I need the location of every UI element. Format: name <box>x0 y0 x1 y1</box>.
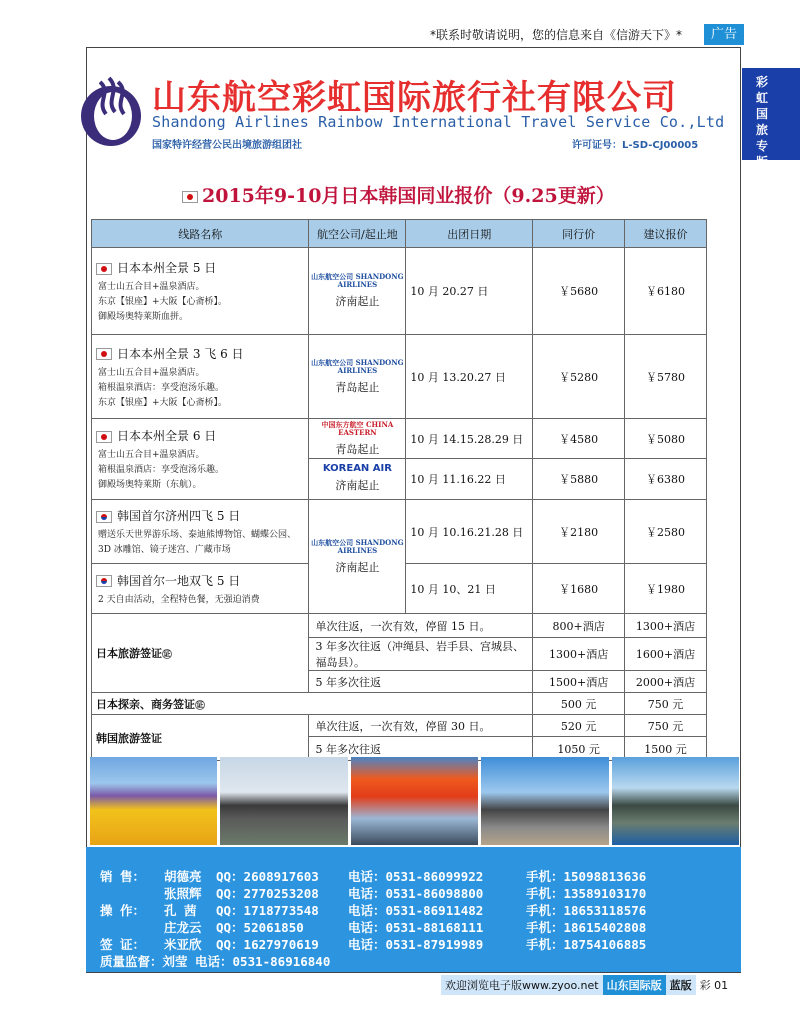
visa-desc-cell: 单次往返，一次有效，停留 30 日。 <box>309 715 533 737</box>
contact-mobile: 手机：13589103170 <box>526 886 647 901</box>
route-title: 韩国首尔一地双飞 5 日 <box>117 573 241 588</box>
date-cell: 10 月 10、21 日 <box>406 564 533 614</box>
visa-row <box>92 693 707 715</box>
side-tab-label: 彩虹国旅专版 <box>756 75 769 169</box>
flower-field-photo <box>90 757 217 845</box>
col-header-date: 出团日期 <box>406 220 533 248</box>
peer-price-cell: ￥2180 <box>533 500 625 564</box>
quality-supervision: 质量监督：刘莹 电话：0531-86916840 <box>100 954 331 969</box>
contact-mobile: 手机：15098813636 <box>526 869 647 884</box>
date-cell: 10 月 13.20.27 日 <box>406 335 533 419</box>
visa-desc-cell: 单次往返，一次有效，停留 15 日。 <box>309 614 533 638</box>
contact-role: 操 作： <box>100 903 146 918</box>
footer-page-number: 彩 01 <box>699 979 729 992</box>
suggested-price-cell: ￥1980 <box>625 564 707 614</box>
visa-row <box>92 614 707 638</box>
contact-phone: 电话：0531-87919989 <box>348 937 484 952</box>
visa-desc-cell: 5 年多次往返 <box>309 737 533 761</box>
route-desc: 御殿场奥特莱斯血拼。 <box>98 312 189 322</box>
contact-qq: QQ：2770253208 <box>216 886 319 901</box>
route-cell <box>92 419 309 500</box>
suggested-price-cell: 1600+酒店 <box>625 638 707 671</box>
mount-fuji-photo <box>351 757 478 845</box>
coastal-cliff-photo <box>612 757 739 845</box>
china-eastern-logo: 中国东方航空 CHINA EASTERN <box>321 419 394 437</box>
route-desc: 东京【银座】+大阪【心斋桥】。 <box>98 397 228 408</box>
visa-desc-cell: 3 年多次往返（冲绳县、岩手县、宫城县、福岛县）。 <box>309 638 533 671</box>
source-note: *联系时敬请说明，您的信息来自《信游天下》* <box>430 28 683 42</box>
korean-palace-photo <box>481 757 608 845</box>
peer-price-cell: ￥1680 <box>533 564 625 614</box>
route-desc: 箱根温泉酒店：享受泡汤乐趣。 <box>98 382 225 393</box>
company-subtitle: 国家特许经营公民出境旅游组团社 <box>152 140 302 151</box>
contact-phone: 电话：0531-86098800 <box>348 886 484 901</box>
contact-qq: QQ：1718773548 <box>216 903 319 918</box>
route-desc: 箱根温泉酒店：享受泡汤乐趣。 <box>98 465 225 475</box>
peer-price-cell: ￥4580 <box>533 419 625 459</box>
date-cell: 10 月 20.27 日 <box>406 248 533 335</box>
suggested-price-cell: ￥2580 <box>625 500 707 564</box>
airline-city: 济南起止 <box>335 295 380 308</box>
price-table <box>91 219 707 761</box>
contact-name: 庄龙云 <box>164 920 202 935</box>
peer-price-cell: ￥5280 <box>533 335 625 419</box>
table-row <box>92 248 707 335</box>
peer-price-cell: 1300+酒店 <box>533 638 625 671</box>
suggested-price-cell: ￥6180 <box>625 248 707 335</box>
suggested-price-cell: 2000+酒店 <box>625 671 707 693</box>
suggested-price-cell: 750 元 <box>625 693 707 715</box>
date-cell: 10 月 14.15.28.29 日 <box>406 419 533 459</box>
peer-price-cell: 1050 元 <box>533 737 625 761</box>
contact-qq: QQ：1627970619 <box>216 937 319 952</box>
suggested-price-cell: ￥5080 <box>625 419 707 459</box>
visa-type-cell <box>92 614 309 693</box>
page-footer <box>441 976 732 994</box>
korea-flag-icon <box>96 511 112 523</box>
visa-type-label: 日本旅游签证 <box>96 647 162 660</box>
airline-cell <box>309 459 406 500</box>
route-title: 日本本州全景 3 飞 6 日 <box>117 346 244 361</box>
contact-role: 销 售： <box>100 869 146 884</box>
license-number: 许可证号：L-SD-CJ00005 <box>572 140 699 151</box>
peer-price-cell: 500 元 <box>533 693 625 715</box>
contact-qq: QQ：2608917603 <box>216 869 319 884</box>
japan-flag-icon <box>182 191 198 203</box>
ad-tag: 广告 <box>704 24 744 45</box>
route-cell <box>92 500 309 564</box>
company-name-en: Shandong Airlines Rainbow International Travel Service Co.,Ltd <box>152 113 725 131</box>
visa-row <box>92 715 707 737</box>
peer-price-cell: 1500+酒店 <box>533 671 625 693</box>
shandong-airlines-logo: 山东航空公司 SHANDONG AIRLINES <box>311 357 404 375</box>
contact-name: 米亚欣 <box>164 937 202 952</box>
contact-mobile: 手机：18754106885 <box>526 937 647 952</box>
visa-mark-icon: 证 <box>196 699 204 709</box>
airline-city: 青岛起止 <box>335 380 380 394</box>
japan-flag-icon <box>96 431 112 443</box>
suggested-price-cell: ￥6380 <box>625 459 707 500</box>
contact-phone: 电话：0531-86099922 <box>348 869 484 884</box>
suggested-price-cell: ￥5780 <box>625 335 707 419</box>
visa-desc-cell: 5 年多次往返 <box>309 671 533 693</box>
route-desc: 御殿场奥特莱斯（东航）。 <box>98 480 202 490</box>
table-row <box>92 335 707 419</box>
footer-edition: 山东国际版 <box>603 975 666 995</box>
route-cell <box>92 335 309 419</box>
company-logo-icon <box>78 70 144 148</box>
suggested-price-cell: 1500 元 <box>625 737 707 761</box>
col-header-route: 线路名称 <box>92 220 309 248</box>
contact-qq: QQ：52061850 <box>216 920 304 935</box>
price-heading-text: 2015年9-10月日本韩国同业报价（9.25更新） <box>202 185 615 207</box>
visa-type-label: 日本探亲、商务签证 <box>96 697 195 711</box>
price-heading <box>182 181 615 208</box>
footer-blue: 蓝版 <box>666 975 696 995</box>
col-header-peer-price: 同行价 <box>533 220 625 248</box>
contact-name: 胡德亮 <box>164 869 202 884</box>
date-cell: 10 月 11.16.22 日 <box>406 459 533 500</box>
col-header-suggested-price: 建议报价 <box>625 220 707 248</box>
route-desc: 富士山五合目+温泉酒店。 <box>98 450 205 460</box>
route-title: 日本本州全景 6 日 <box>117 429 217 443</box>
contact-name: 孔 茜 <box>164 903 197 918</box>
contact-phone: 电话：0531-86911482 <box>348 903 484 918</box>
table-header-row <box>92 220 707 248</box>
route-cell <box>92 248 309 335</box>
route-desc: 富士山五合目+温泉酒店。 <box>98 282 205 292</box>
suggested-price-cell: 1300+酒店 <box>625 614 707 638</box>
visa-type-cell: 韩国旅游签证 <box>92 715 309 761</box>
airline-city: 青岛起止 <box>335 442 380 456</box>
visa-mark-icon: 证 <box>163 649 171 658</box>
footer-welcome: 欢迎浏览电子版www.zyoo.net <box>441 975 603 995</box>
korea-flag-icon <box>96 575 112 587</box>
contact-mobile: 手机：18653118576 <box>526 903 647 918</box>
photo-strip <box>90 757 739 845</box>
peer-price-cell: ￥5680 <box>533 248 625 335</box>
route-title: 日本本州全景 5 日 <box>117 261 217 275</box>
route-desc: 赠送乐天世界游乐场、泰迪熊博物馆、蝴蝶公园、 <box>98 530 297 540</box>
route-desc: 2 天自由活动，全程特色餐，无强迫消费 <box>98 594 260 605</box>
col-header-airline: 航空公司/起止地 <box>309 220 406 248</box>
route-desc: 3D 冰雕馆、镜子迷宫、广藏市场 <box>98 545 231 555</box>
route-desc: 东京【银座】+大阪【心斋桥】。 <box>98 297 228 307</box>
date-cell: 10 月 10.16.21.28 日 <box>406 500 533 564</box>
contact-name: 张照辉 <box>164 886 202 901</box>
japanese-castle-photo <box>220 757 347 845</box>
peer-price-cell: 800+酒店 <box>533 614 625 638</box>
visa-type-cell <box>92 693 533 715</box>
airline-city: 济南起止 <box>335 560 380 574</box>
shandong-airlines-logo: 山东航空公司 SHANDONG AIRLINES <box>311 537 404 555</box>
airline-city: 济南起止 <box>335 479 380 492</box>
peer-price-cell: ￥5880 <box>533 459 625 500</box>
airline-cell <box>309 419 406 459</box>
contact-mobile: 手机：18615402808 <box>526 920 647 935</box>
contact-phone: 电话：0531-88168111 <box>348 920 484 935</box>
airline-cell <box>309 248 406 335</box>
side-tab <box>742 68 800 169</box>
contact-role: 签 证： <box>100 937 146 952</box>
korean-air-logo: KOREAN AIR <box>322 463 392 474</box>
japan-flag-icon <box>96 263 112 275</box>
table-row <box>92 500 707 564</box>
peer-price-cell: 520 元 <box>533 715 625 737</box>
company-name-cn: 山东航空彩虹国际旅行社有限公司 <box>152 78 677 118</box>
route-cell <box>92 564 309 614</box>
airline-cell <box>309 500 406 614</box>
shandong-airlines-logo: 山东航空公司 SHANDONG AIRLINES <box>311 272 404 289</box>
japan-flag-icon <box>96 348 112 360</box>
airline-cell <box>309 335 406 419</box>
route-title: 韩国首尔济州四飞 5 日 <box>117 509 241 523</box>
route-desc: 富士山五合目+温泉酒店。 <box>98 367 205 378</box>
suggested-price-cell: 750 元 <box>625 715 707 737</box>
contact-box <box>86 847 741 972</box>
table-row <box>92 419 707 459</box>
